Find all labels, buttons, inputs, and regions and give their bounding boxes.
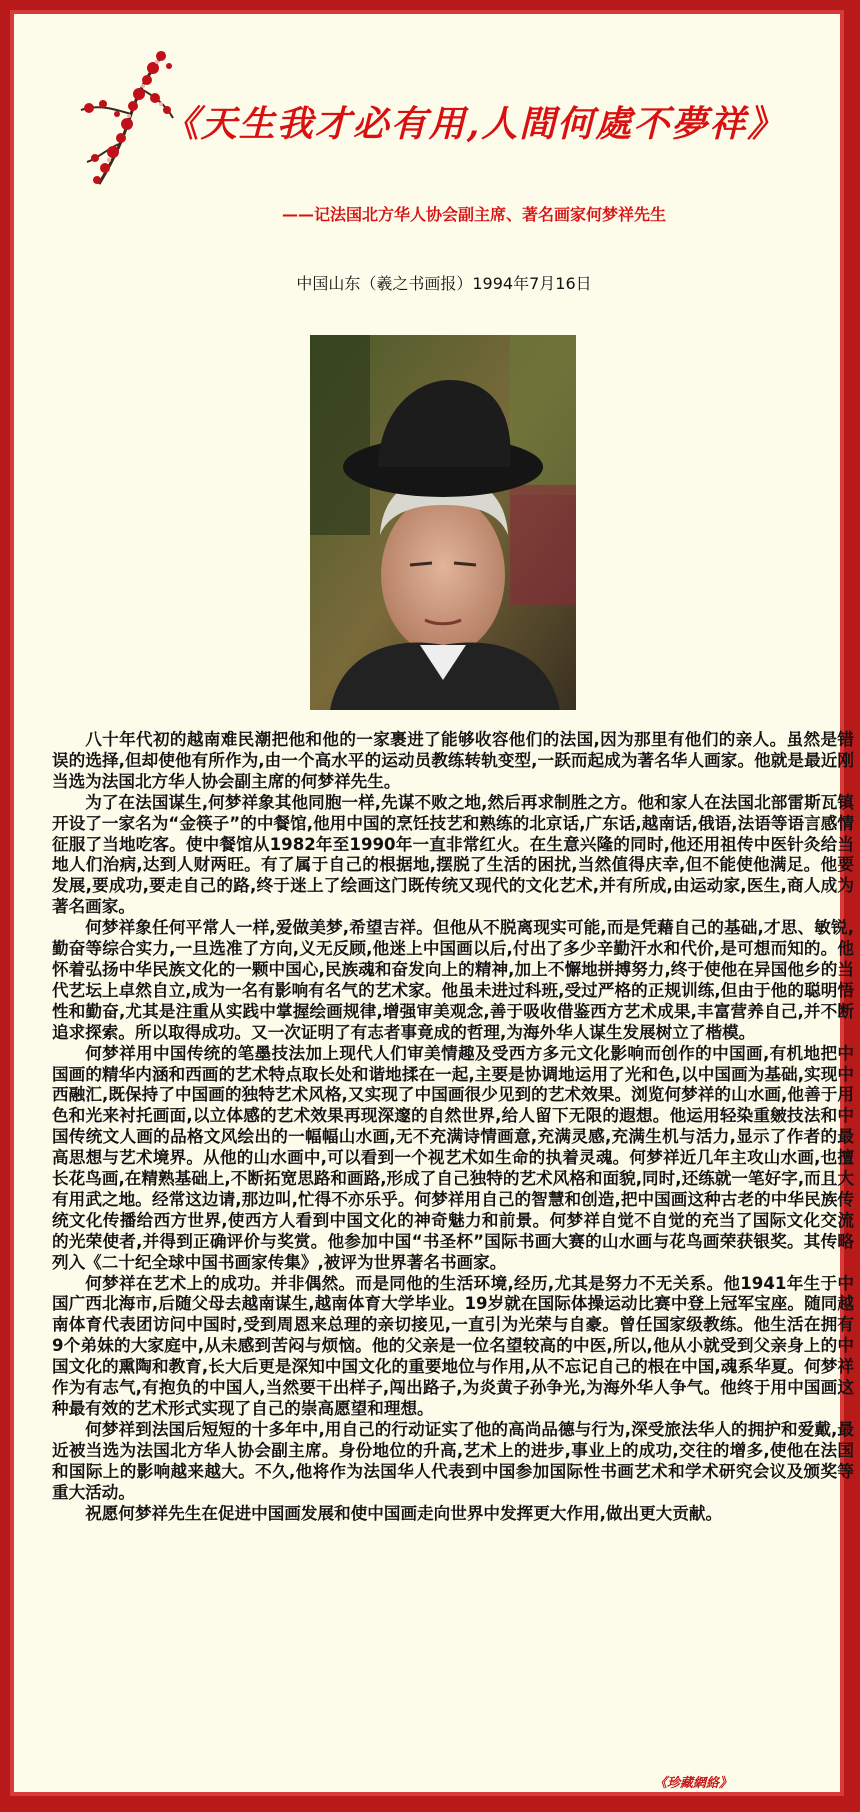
paragraph: 何梦祥到法国后短短的十多年中,用自己的行动证实了他的高尚品德与行为,深受旅法华人的拥护和爱戴,最近被当选为法国北方华人协会副主席。身份地位的升高,艺术上的进步,事业上的成功,交往的增多,使他在法国和国际上的影响越来越大。不久,他将作为法国华人代表到中国参加国际性书画艺术和学术研究会议及颁奖等重大活动。	[52, 1419, 854, 1502]
paragraph: 何梦祥在艺术上的成功。并非偶然。而是同他的生活环境,经历,尤其是努力不无关系。他1941年生于中国广西北海市,后随父母去越南谋生,越南体育大学毕业。19岁就在国际体操运动比赛中登上冠军宝座。随同越南体育代表团访问中国时,受到周恩来总理的亲切接见,一直引为光荣与自豪。曾任国家级教练。他生活在拥有9个弟妹的大家庭中,从未感到苦闷与烦恼。他的父亲是一位名望较高的中医,所以,他从小就受到父亲身上的中国文化的熏陶和教育,长大后更是深知中国文化的重要地位与作用,从不忘记自己的根在中国,魂系华夏。何梦祥作为有志气,有抱负的中国人,当然要干出样子,闯出路子,为炎黄子孙争光,为海外华人争气。他终于用中国画这种最有效的艺术形式实现了自己的崇高愿望和理想。	[52, 1273, 854, 1418]
footer-credit: 《珍藏網絡》	[654, 1776, 733, 1791]
article-subtitle: ——记法国北方华人协会副主席、著名画家何梦祥先生	[281, 205, 666, 224]
paragraph: 何梦祥象任何平常人一样,爱做美梦,希望吉祥。但他从不脱离现实可能,而是凭藉自己的基础,才思、敏锐,勤奋等综合实力,一旦选准了方向,义无反顾,他迷上中国画以后,付出了多少辛勤汗水和代价,是可想而知的。他怀着弘扬中华民族文化的一颗中国心,民族魂和奋发向上的精神,加上不懈地拼搏努力,终于使他在异国他乡的当代艺坛上卓然自立,成为一名有影响有名气的艺术家。他虽未进过科班,受过严格的正规训练,但由于他的聪明悟性和勤奋,尤其是注重从实践中掌握绘画规律,增强审美观念,善于吸收借鉴西方艺术成果,丰富营养自己,并不断追求探索。所以取得成功。又一次证明了有志者事竟成的哲理,为海外华人谋生发展树立了楷模。	[52, 918, 854, 1042]
paragraph: 何梦祥用中国传统的笔墨技法加上现代人们审美情趣及受西方多元文化影响而创作的中国画,有机地把中国画的精华内涵和西画的艺术特点取长处和谐地揉在一起,主要是协调地运用了光和色,以中国画为基础,实现中西融汇,既保持了中国画的独特艺术风格,又实现了中国画很少见到的艺术效果。浏览何梦祥的山水画,他善于用色和光来衬托画面,以立体感的艺术效果再现深邃的自然世界,给人留下无限的遐想。他运用轻染重皴技法和中国传统文人画的品格文风绘出的一幅幅山水画,无不充满诗情画意,充满灵感,充满生机与活力,显示了作者的最高思想与艺术境界。从他的山水画中,可以看到一个视艺术如生命的执着灵魂。何梦祥近几年主攻山水画,也擅长花鸟画,在精熟基础上,不断拓宽思路和画路,形成了自己独特的艺术风格和面貌,同时,还练就一笔好字,而且大有用武之地。经常这边请,那边叫,忙得不亦乐乎。何梦祥用自己的智慧和创造,把中国画这种古老的中华民族传统文化传播给西方世界,使西方人看到中国文化的神奇魅力和前景。何梦祥自觉不自觉的充当了国际文化交流的光荣使者,并得到正确评价与奖赏。他参加中国“书圣杯”国际书画大赛的山水画与花鸟画荣获银奖。其传略列入《二十纪全球中国书画家传集》,被评为世界著名书画家。	[52, 1043, 854, 1272]
paragraph: 为了在法国谋生,何梦祥象其他同胞一样,先谋不败之地,然后再求制胜之方。他和家人在法国北部雷斯瓦镇开设了一家名为“金筷子”的中餐馆,他用中国的烹饪技艺和熟练的北京话,广东话,越南话,俄语,法语等语言感情征服了当地吃客。使中餐馆从1982年至1990年一直非常红火。在生意兴隆的同时,他还用祖传中医针灸给当地人们治病,达到人财两旺。有了属于自己的根据地,摆脱了生活的困扰,当然值得庆幸,但不能使他满足。他要发展,要成功,要走自己的路,终于迷上了绘画这门既传统又现代的文化艺术,并有所成,由运动家,医生,商人成为著名画家。	[52, 792, 854, 917]
portrait-photo	[310, 335, 576, 710]
paragraph: 八十年代初的越南难民潮把他和他的一家裹进了能够收容他们的法国,因为那里有他们的亲人。虽然是错误的选择,但却使他有所作为,由一个高水平的运动员教练转轨变型,一跃而起成为著名华人画家。他就是最近刚当选为法国北方华人协会副主席的何梦祥先生。	[52, 730, 854, 791]
article-body	[52, 730, 854, 1524]
source-line: 中国山东（羲之书画报）1994年7月16日	[296, 274, 592, 293]
paragraph: 祝愿何梦祥先生在促进中国画发展和使中国画走向世界中发挥更大作用,做出更大贡献。	[85, 1503, 723, 1523]
page-frame	[10, 10, 854, 1796]
article-title: 《天生我才必有用,人間何處不夢祥》	[162, 103, 786, 145]
